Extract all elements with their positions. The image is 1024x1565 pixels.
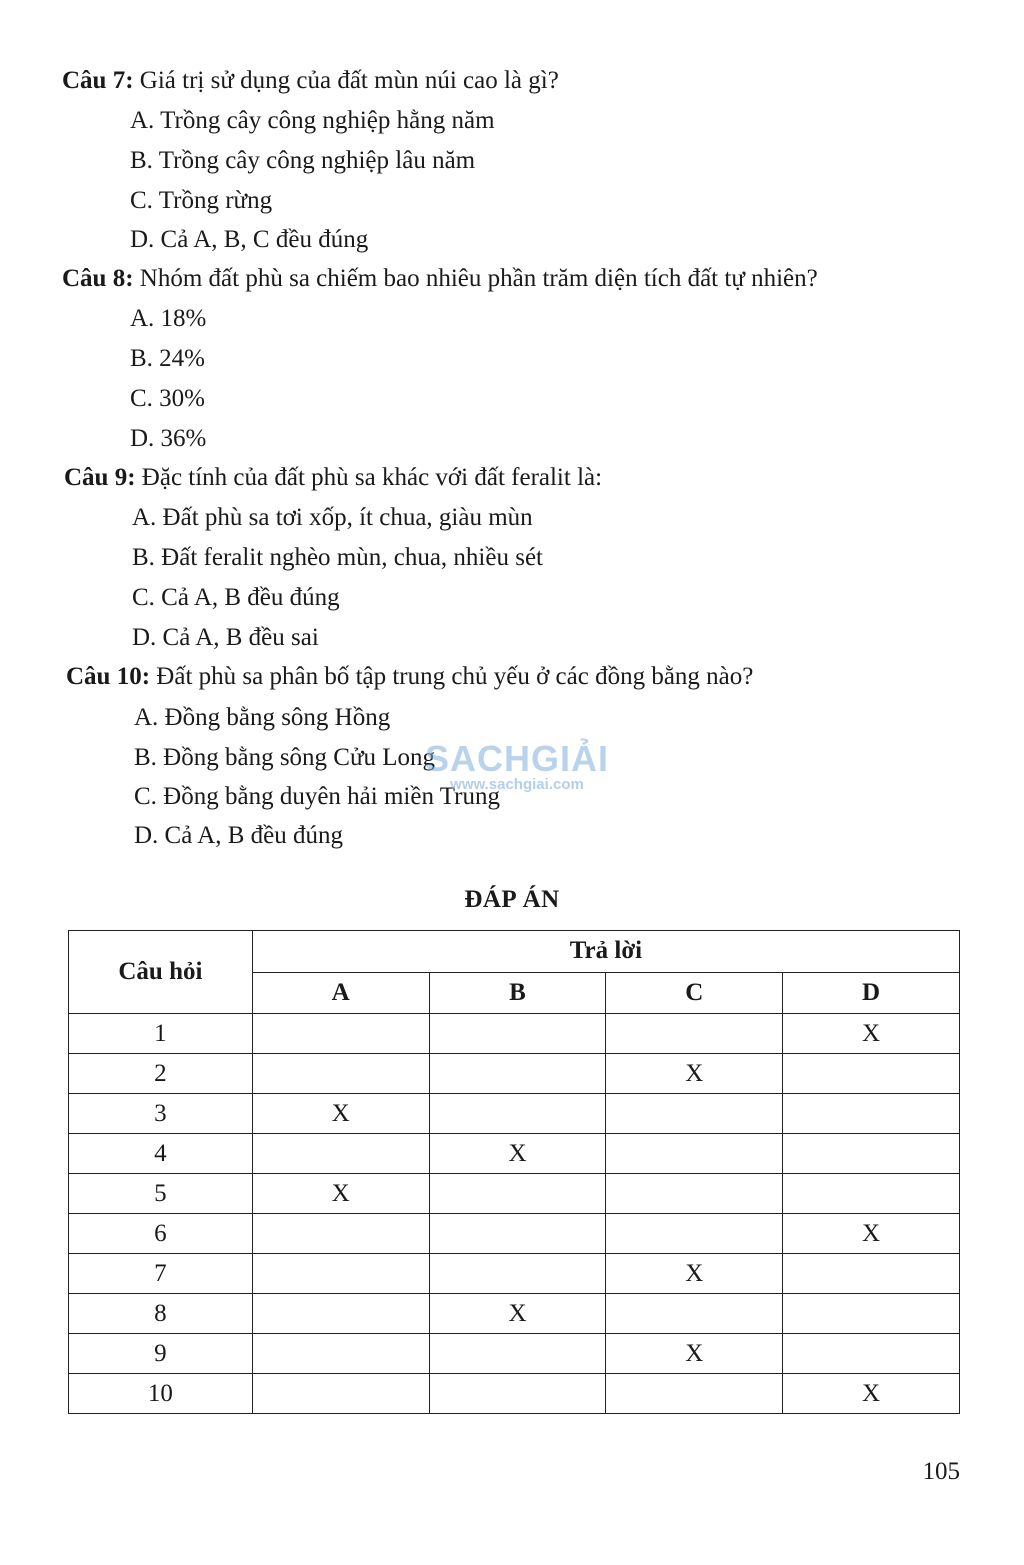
answer-cell: X <box>606 1334 783 1374</box>
answer-cell <box>252 1254 429 1294</box>
answer-cell <box>252 1374 429 1414</box>
answer-cell <box>606 1374 783 1414</box>
question-number-cell: 1 <box>69 1014 253 1054</box>
question-number-cell: 10 <box>69 1374 253 1414</box>
watermark-url: www.sachgiai.com <box>450 776 584 793</box>
question-number-cell: 4 <box>69 1134 253 1174</box>
answer-cell: X <box>429 1134 606 1174</box>
answer-cell <box>429 1374 606 1414</box>
table-row <box>69 1134 960 1174</box>
header-question: Câu hỏi <box>69 931 253 1014</box>
question-10 <box>66 662 753 692</box>
answer-cell <box>783 1334 960 1374</box>
answer-cell <box>429 1014 606 1054</box>
option: D. Cả A, B đều đúng <box>134 822 344 849</box>
watermark-logo: SACHGIẢI <box>424 738 609 779</box>
table-row <box>69 1094 960 1134</box>
answer-table-body <box>69 1014 960 1414</box>
answer-cell: X <box>783 1374 960 1414</box>
option: C. Đồng bằng duyên hải miền Trung <box>134 783 500 810</box>
option: A. Đất phù sa tơi xốp, ít chua, giàu mùn <box>132 504 533 531</box>
option: B. 24% <box>130 345 205 372</box>
question-number-cell: 2 <box>69 1054 253 1094</box>
table-row <box>69 1054 960 1094</box>
answer-cell <box>606 1134 783 1174</box>
question-number-cell: 7 <box>69 1254 253 1294</box>
answer-cell <box>429 1094 606 1134</box>
question-text: Đất phù sa phân bố tập trung chủ yếu ở các đồng bằng nào? <box>150 663 754 690</box>
question-number-cell: 9 <box>69 1334 253 1374</box>
question-label: Câu 10: <box>66 663 151 690</box>
answer-cell: X <box>783 1014 960 1054</box>
answer-cell <box>429 1334 606 1374</box>
answer-cell <box>606 1174 783 1214</box>
option: C. Cả A, B đều đúng <box>132 584 340 611</box>
header-col-b: B <box>429 972 606 1014</box>
answer-cell <box>252 1214 429 1254</box>
table-row <box>69 1334 960 1374</box>
answer-cell <box>783 1294 960 1334</box>
question-9 <box>64 463 602 493</box>
answer-cell <box>606 1094 783 1134</box>
table-row <box>69 1014 960 1054</box>
answer-cell <box>429 1054 606 1094</box>
answer-cell <box>252 1134 429 1174</box>
question-number-cell: 3 <box>69 1094 253 1134</box>
table-row <box>69 1174 960 1214</box>
answer-table <box>68 930 960 1414</box>
option: B. Trồng cây công nghiệp lâu năm <box>130 147 476 174</box>
answer-cell: X <box>606 1254 783 1294</box>
table-row <box>69 1374 960 1414</box>
answer-cell <box>429 1174 606 1214</box>
question-number-cell: 8 <box>69 1294 253 1334</box>
option: A. Trồng cây công nghiệp hằng năm <box>130 107 495 134</box>
question-number-cell: 6 <box>69 1214 253 1254</box>
option: C. Trồng rừng <box>130 187 273 214</box>
answer-cell <box>783 1174 960 1214</box>
question-7 <box>62 66 559 96</box>
answer-cell: X <box>252 1174 429 1214</box>
answer-cell: X <box>783 1214 960 1254</box>
option: A. 18% <box>130 305 207 332</box>
answer-cell <box>606 1014 783 1054</box>
answer-cell <box>252 1294 429 1334</box>
option: B. Đất feralit nghèo mùn, chua, nhiều sét <box>132 544 543 571</box>
table-row <box>69 1214 960 1254</box>
answer-cell <box>429 1214 606 1254</box>
option: A. Đồng bằng sông Hồng <box>134 704 391 731</box>
answer-cell <box>783 1054 960 1094</box>
question-text: Nhóm đất phù sa chiếm bao nhiêu phần trăm diện tích đất tự nhiên? <box>133 265 818 292</box>
option: C. 30% <box>130 385 205 412</box>
answer-cell <box>252 1334 429 1374</box>
question-text: Giá trị sử dụng của đất mùn núi cao là gì? <box>133 67 559 94</box>
answer-cell <box>252 1054 429 1094</box>
question-text: Đặc tính của đất phù sa khác với đất feralit là: <box>135 464 603 491</box>
answer-cell: X <box>429 1294 606 1334</box>
answer-cell <box>783 1134 960 1174</box>
answer-key-title: ĐÁP ÁN <box>464 886 560 913</box>
option: B. Đồng bằng sông Cửu Long <box>134 744 436 771</box>
answer-cell <box>606 1214 783 1254</box>
table-row <box>69 1294 960 1334</box>
answer-cell: X <box>252 1094 429 1134</box>
page-number: 105 <box>922 1458 960 1485</box>
question-label: Câu 7: <box>62 67 134 94</box>
answer-cell <box>252 1014 429 1054</box>
question-label: Câu 8: <box>62 265 134 292</box>
question-8 <box>62 264 818 294</box>
header-col-a: A <box>252 972 429 1014</box>
question-label: Câu 9: <box>64 464 136 491</box>
answer-cell <box>783 1094 960 1134</box>
header-col-c: C <box>606 972 783 1014</box>
question-number-cell: 5 <box>69 1174 253 1214</box>
option: D. Cả A, B đều sai <box>132 624 319 651</box>
answer-cell <box>429 1254 606 1294</box>
header-col-d: D <box>783 972 960 1014</box>
table-row <box>69 1254 960 1294</box>
option: D. 36% <box>130 425 207 452</box>
answer-cell <box>783 1254 960 1294</box>
header-answer: Trả lời <box>252 931 959 973</box>
answer-cell: X <box>606 1054 783 1094</box>
answer-cell <box>606 1294 783 1334</box>
watermark <box>412 738 622 793</box>
option: D. Cả A, B, C đều đúng <box>130 226 369 253</box>
